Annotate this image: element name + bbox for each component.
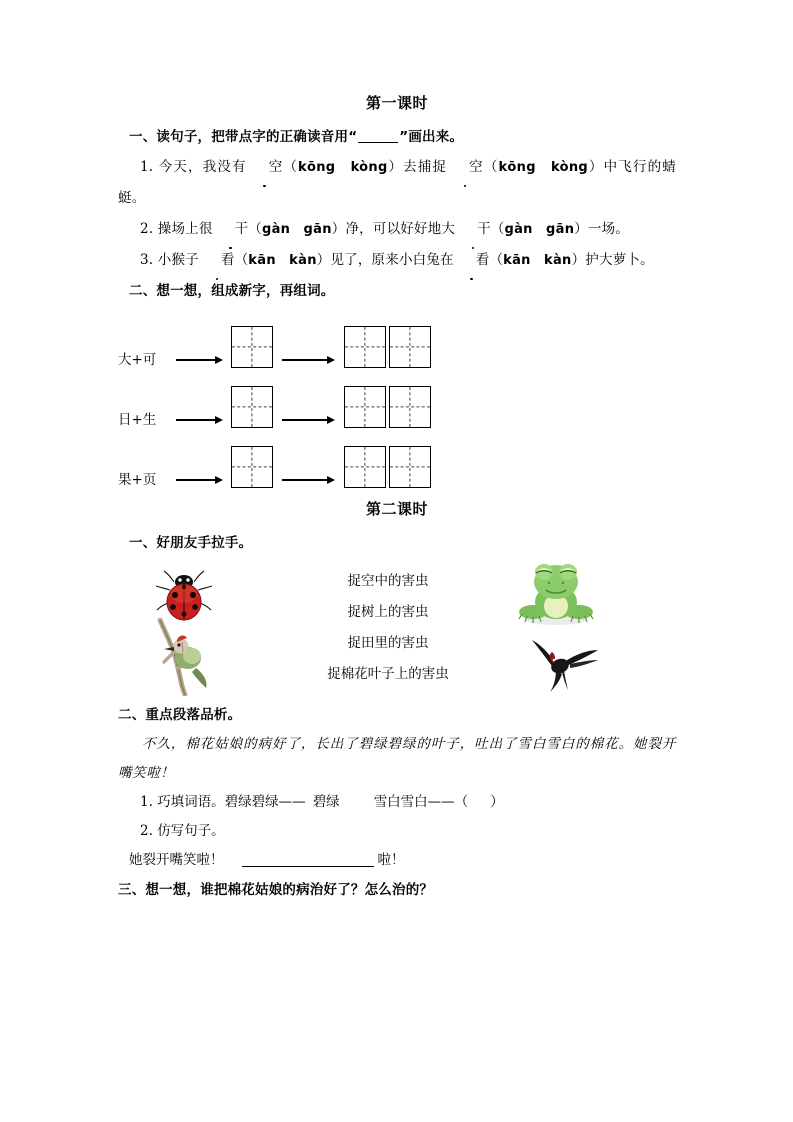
answer-blank-underline [358,142,398,143]
sample-sentence-after: 啦！ [377,852,405,868]
q2-seg2: （ [248,221,262,237]
q3-pinyin-1: kān kàn [248,253,317,268]
match-phrase-4[interactable]: 捉棉花叶子上的害虫 [327,666,449,682]
q1-pinyin-1: kōng kòng [298,160,388,175]
match-phrase-2[interactable]: 捉树上的害虫 [347,604,429,620]
q2-pinyin-1: gàn gān [262,222,332,237]
tianzige-box-word-1[interactable] [344,386,386,428]
match-phrase-list [263,566,513,690]
tianzige-word-pair [344,386,431,428]
item-1-text2: 雪白雪白——（ [373,794,469,810]
question-1-number: 1. [140,159,154,175]
grid-row-1 [118,312,676,368]
lesson2-section2-heading: 二、重点段落品析。 [118,707,242,723]
arrow-right-icon [176,413,223,427]
tianzige-box-word-2[interactable] [389,446,431,488]
q3-pinyin-2: kān kàn [503,253,572,268]
q2-dotted-char-1: 干 [213,214,249,245]
match-phrase-1[interactable]: 捉空中的害虫 [347,573,429,589]
item-1-answer: 碧绿 [312,794,340,810]
q3-dotted-char-1: 看 [199,245,235,276]
q1-seg4: ）去捕捉 [387,159,448,175]
item-1-number: 1. [140,794,153,810]
question-3-number: 3. [140,252,154,268]
sample-sentence-before: 她裂开嘴笑啦！ [129,852,224,868]
swallow-image [526,638,600,694]
worksheet-content [118,88,676,905]
item-1-close: ） [490,794,504,810]
arrow-right-icon [282,413,335,427]
lesson1-section2-heading: 二、想一想，组成新字，再组词。 [129,283,335,299]
item-1-text: 巧填词语。碧绿碧绿—— [157,794,306,810]
q1-seg2: （ [282,159,299,175]
tianzige-word-pair [344,446,431,488]
q1-dotted-char-1: 空 [247,152,283,183]
item-2-number: 2. [140,823,153,839]
q2-seg4: ）净，可以好好地大 [331,221,456,237]
lesson2-section1-heading: 一、好朋友手拉手。 [129,535,253,551]
grid-row-2-label: 日+生 [118,412,157,428]
tianzige-box-word-2[interactable] [389,326,431,368]
q1-pinyin-2: kōng kòng [498,160,589,175]
lesson1-section1-heading-after: ”画出来。 [399,129,464,145]
grid-row-3 [118,432,676,488]
tianzige-box-word-1[interactable] [344,326,386,368]
lesson2-item-1 [118,788,676,817]
q3-seg6: （ [489,252,504,268]
arrow-right-icon [282,353,335,367]
q1-seg0: 今天，我没有 [158,159,247,175]
question-2 [118,214,676,245]
lesson-1-title: 第一课时 [365,94,428,112]
tianzige-box-new-char[interactable] [231,446,273,488]
arrow-right-icon [282,473,335,487]
q2-seg8: ）一场。 [574,221,630,237]
tianzige-box-word-2[interactable] [389,386,431,428]
q1-seg6: （ [482,159,499,175]
q3-dotted-char-2: 看 [454,245,490,276]
grid-row-2 [118,372,676,428]
q1-seg8: ）中飞行的蜻蜓。 [118,159,676,206]
tianzige-box-word-1[interactable] [344,446,386,488]
lesson1-section1-heading [118,122,676,152]
q3-seg2: （ [234,252,249,268]
q3-seg0: 小猴子 [157,252,199,268]
question-3 [118,245,676,276]
lesson2-passage: 不久，棉花姑娘的病好了，长出了碧绿碧绿的叶子，吐出了雪白雪白的棉花。她裂开嘴笑啦！ [118,736,676,781]
q3-seg8: ）护大萝卜。 [571,252,654,268]
match-phrase-3[interactable]: 捉田里的害虫 [347,635,429,651]
question-2-number: 2. [140,221,154,237]
frog-image [518,560,594,626]
tianzige-box-new-char[interactable] [231,386,273,428]
lesson2-item-2 [118,817,676,846]
sample-sentence-line [118,846,676,875]
woodpecker-image [148,618,214,696]
tianzige-word-pair [344,326,431,368]
q2-seg6: （ [490,221,505,237]
lesson1-section1-heading-before: 一、读句子，把带点字的正确读音用“ [129,129,358,145]
matching-exercise [118,560,676,700]
sentence-write-blank[interactable] [242,866,374,867]
q1-dotted-char-2: 空 [447,152,483,183]
lesson2-section3-heading: 三、想一想，谁把棉花姑娘的病治好了？怎么治的？ [118,882,434,898]
arrow-right-icon [176,353,223,367]
arrow-right-icon [176,473,223,487]
item-2-text: 仿写句子。 [157,823,225,839]
character-building-exercise [118,312,676,488]
lesson-2-title: 第二课时 [365,500,428,518]
q2-pinyin-2: gàn gān [504,222,575,237]
q2-dotted-char-2: 干 [455,214,491,245]
grid-row-1-label: 大+可 [118,352,157,368]
q3-seg4: ）见了，原来小白兔在 [316,252,454,268]
tianzige-box-new-char[interactable] [231,326,273,368]
question-1 [118,152,676,214]
q2-seg0: 操场上很 [157,221,213,237]
grid-row-3-label: 果+页 [118,472,157,488]
